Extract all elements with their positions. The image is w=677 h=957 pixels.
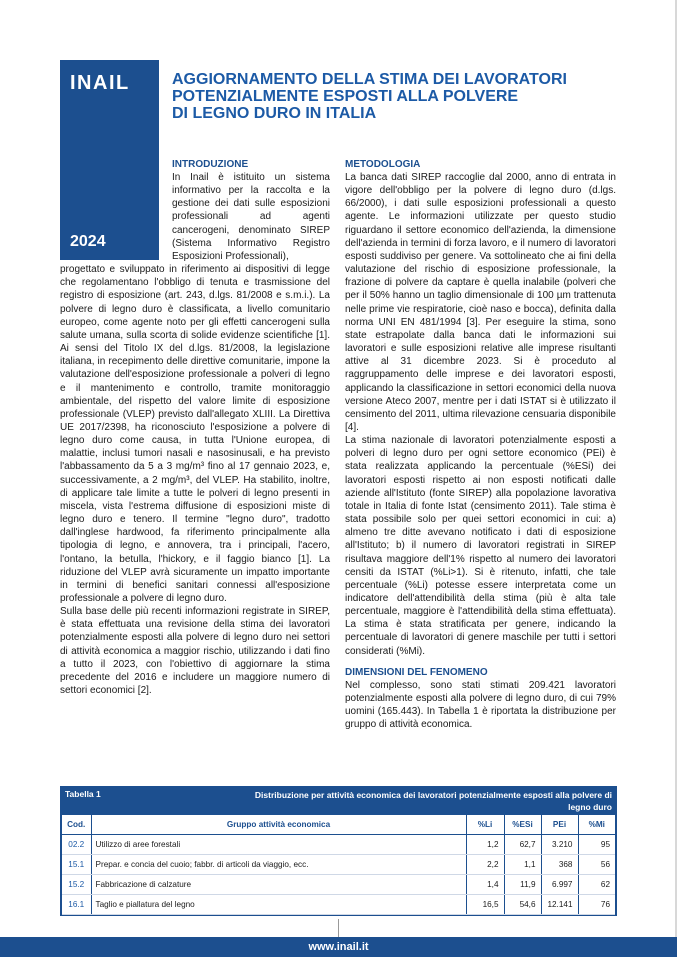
cell-pei: 368 — [541, 855, 578, 875]
publication-year: 2024 — [70, 233, 106, 250]
cell-pei: 3.210 — [541, 835, 578, 855]
cell-activity: Prepar. e concia del cuoio; fabbr. di articoli da viaggio, ecc. — [91, 855, 466, 875]
intro-paragraph-2: Sulla base delle più recenti informazioni registrate in SIREP, è stata effettuata una revisione della stima dei lavoratori potenzialmente esposti alla polvere di legno duro nei settori di attività economica a maggior rischio, utilizzando i dati fino a tutto il 2023, con l'obiettivo di aggiornare la stima precedente del 2016 e includere un maggiore numero di settori economici [2]. — [60, 606, 330, 697]
intro-paragraph-1b: progettato e sviluppato in riferimento ai dispositivi di legge che regolamentano l'obbligo di tenuta e trasmissione del registro di esposizione (art. 243, d.lgs. 81/2008 e s.m.i.). La polvere di legno duro è classificata, a livello comunitario europeo, come agente noto per gli effetti cancerogeni sulla salute umana, sulla scorta di solide evidenze scientifiche [1]. Ai sensi del Titolo IX del d.lgs. 81/2008, la legislazione italiana, in recepimento delle direttive comunitarie, impone la valutazione dell'esposizione professionale a polveri di legno e il mantenimento e controllo, tramite monitoraggio ambientale, del rispetto del valore limite di esposizione professionale (VLEP) previsto dall'allegato XLIII. La Direttiva UE 2017/2398, ha riconosciuto l'esposizione a polvere di legno duro come causa, in tutta l'Unione europea, di malattie, inclusi tumori nasali e nasosinusali, e ha previsto l'abbassamento da 5 a 3 mg/m³ fino al 17 gennaio 2023, e, successivamente, a 2 mg/m³, del VLEP. Ha stabilito, inoltre, di applicare tale limite a tutte le polveri di legno presenti in miscela, vista l'estrema diffusione di esposizioni miste di legno duro e tenero. Il termine "legno duro", tradotto dall'inglese hardwood, fa riferimento principalmente alla tipologia di legno, e annovera, tra i principali, l'acero, l'ontano, la betulla, l'hickory, e il faggio bianco [1]. La riduzione del VLEP avrà sicuramente un impatto importante in termini di benefici sanitari connessi all'esposizione professionale a polvere di legno duro. — [60, 264, 330, 604]
cell-code: 02.2 — [62, 835, 91, 855]
left-column — [60, 158, 330, 697]
method-paragraph-1: La banca dati SIREP raccoglie dal 2000, anno di entrata in vigore dell'obbligo per la polvere di legno duro (d.lgs. 66/2000), i dati sulle esposizioni professionali a questo agente. Le informazioni utilizzate per questo studio riguardano il settore economico dell'azienda, la dimensione dell'azienda in termini di forza lavoro, e il numero di lavoratori esposti suddiviso per genere. Va sottolineato che ai fini della valutazione del rischio di esposizione professionale, la frazione di polvere da captare è quella inalabile (polveri che per il 50% hanno un taglio dimensionale di 100 µm trattenuta nelle prime vie respiratorie, cioè naso e bocca), definita dalla norma UNI EN 481/1994 [3]. Per eseguire la stima, sono state estrapolate dalla banca dati le informazioni sui lavoratori e sulle esposizioni relative alle imprese risultanti attive al 31 dicembre 2023. Si è proceduto al raggruppamento delle imprese e dei lavoratori esposti, applicando la classificazione in settori economici della nuova versione Ateco 2007, mentre per i dati ISTAT si è utilizzato il censimento del 2011, ultima rilevazione censuaria disponibile [4]. — [345, 172, 616, 433]
col-header-code: Cod. — [62, 815, 91, 835]
cell-li: 2,2 — [466, 855, 504, 875]
data-table — [62, 815, 615, 915]
col-header-group: Gruppo attività economica — [91, 815, 466, 835]
table-label: Tabella 1 — [65, 789, 101, 799]
table-row — [62, 835, 615, 855]
table-body — [62, 815, 615, 914]
footer-bar — [0, 937, 677, 957]
table-row — [62, 895, 615, 915]
cell-mi: 95 — [578, 835, 615, 855]
title-line: POTENZIALMENTE ESPOSTI ALLA POLVERE — [172, 88, 519, 105]
cell-mi: 62 — [578, 875, 615, 895]
cell-mi: 56 — [578, 855, 615, 875]
section-heading-dimensioni: DIMENSIONI DEL FENOMENO — [345, 666, 488, 678]
method-paragraph-2: La stima nazionale di lavoratori potenzialmente esposti a polveri di legno duro per ogni settore economico (PEi) è stata realizzata applicando la percentuale (%ESi) dei lavoratori esposti rispetto ai non esposti notificati dalle aziende all'Istituto (fonte SIREP) alla popolazione lavorativa totale in Italia di fonte Istat (censimento 2011). Tale stima è stata possibile solo per quei settori economici in cui: a) almeno tre ditte avevano notificato i dati di esposizione all'Istituto; b) il numero di lavoratori registrati in SIREP risultava maggiore dell'1% rispetto al numero dei lavoratori censiti da ISTAT (%Li>1). Si è ritenuto, infatti, che tale percentuale (%Li) potesse essere interpretata come un indicatore dell'attendibilità della stima (più è alta tale percentuale, maggiore è l'attendibilità della stima effettuata). La stima è stata stratificata per genere, indicando la percentuale di lavoratori di genere maschile per tutti i settori considerati (%Mi). — [345, 435, 616, 657]
intro-paragraph-1a: In Inail è istituito un sistema informativo per la raccolta e la gestione dei dati sulle esposizioni professionali ad agenti cancerogeni, denominato SIREP (Sistema Informativo Registro Esposizioni Professionali), — [172, 172, 330, 262]
cell-li: 1,4 — [466, 875, 504, 895]
cell-li: 1,2 — [466, 835, 504, 855]
document-title — [172, 71, 592, 122]
cell-esi: 11,9 — [504, 875, 541, 895]
cell-pei: 6.997 — [541, 875, 578, 895]
cell-activity: Taglio e piallatura del legno — [91, 895, 466, 915]
table-row — [62, 855, 615, 875]
page-divider — [338, 919, 339, 937]
cell-code: 15.2 — [62, 875, 91, 895]
intro-opening — [60, 158, 330, 263]
section-heading-metodologia: METODOLOGIA — [345, 159, 421, 170]
title-line: AGGIORNAMENTO DELLA STIMA DEI LAVORATORI — [172, 71, 567, 88]
table-header-bar — [65, 789, 612, 815]
col-header-pei: PEi — [541, 815, 578, 835]
table-1 — [60, 786, 617, 916]
cell-activity: Fabbricazione di calzature — [91, 875, 466, 895]
cell-mi: 76 — [578, 895, 615, 915]
cell-activity: Utilizzo di aree forestali — [91, 835, 466, 855]
right-column — [345, 158, 616, 731]
section-heading-introduzione: INTRODUZIONE — [172, 159, 249, 170]
cell-code: 16.1 — [62, 895, 91, 915]
col-header-mi: %Mi — [578, 815, 615, 835]
cell-esi: 62,7 — [504, 835, 541, 855]
col-header-esi: %ESi — [504, 815, 541, 835]
table-caption: Distribuzione per attività economica dei lavoratori potenzialmente esposti alla polvere di legno duro — [254, 790, 612, 812]
table-header-row — [62, 815, 615, 835]
cell-pei: 12.141 — [541, 895, 578, 915]
table-row — [62, 875, 615, 895]
cell-esi: 54,6 — [504, 895, 541, 915]
cell-li: 16,5 — [466, 895, 504, 915]
inail-logo: INAIL — [70, 72, 130, 94]
footer-url[interactable]: www.inail.it — [308, 941, 369, 953]
dimensions-paragraph: Nel complesso, sono stati stimati 209.421 lavoratori potenzialmente esposti alla polvere di legno duro, di cui 79% uomini (165.443). In Tabella 1 è riportata la distribuzione per gruppo di attività economica. — [345, 679, 616, 731]
cell-code: 15.1 — [62, 855, 91, 875]
col-header-li: %Li — [466, 815, 504, 835]
title-line: DI LEGNO DURO IN ITALIA — [172, 105, 377, 122]
cell-esi: 1,1 — [504, 855, 541, 875]
